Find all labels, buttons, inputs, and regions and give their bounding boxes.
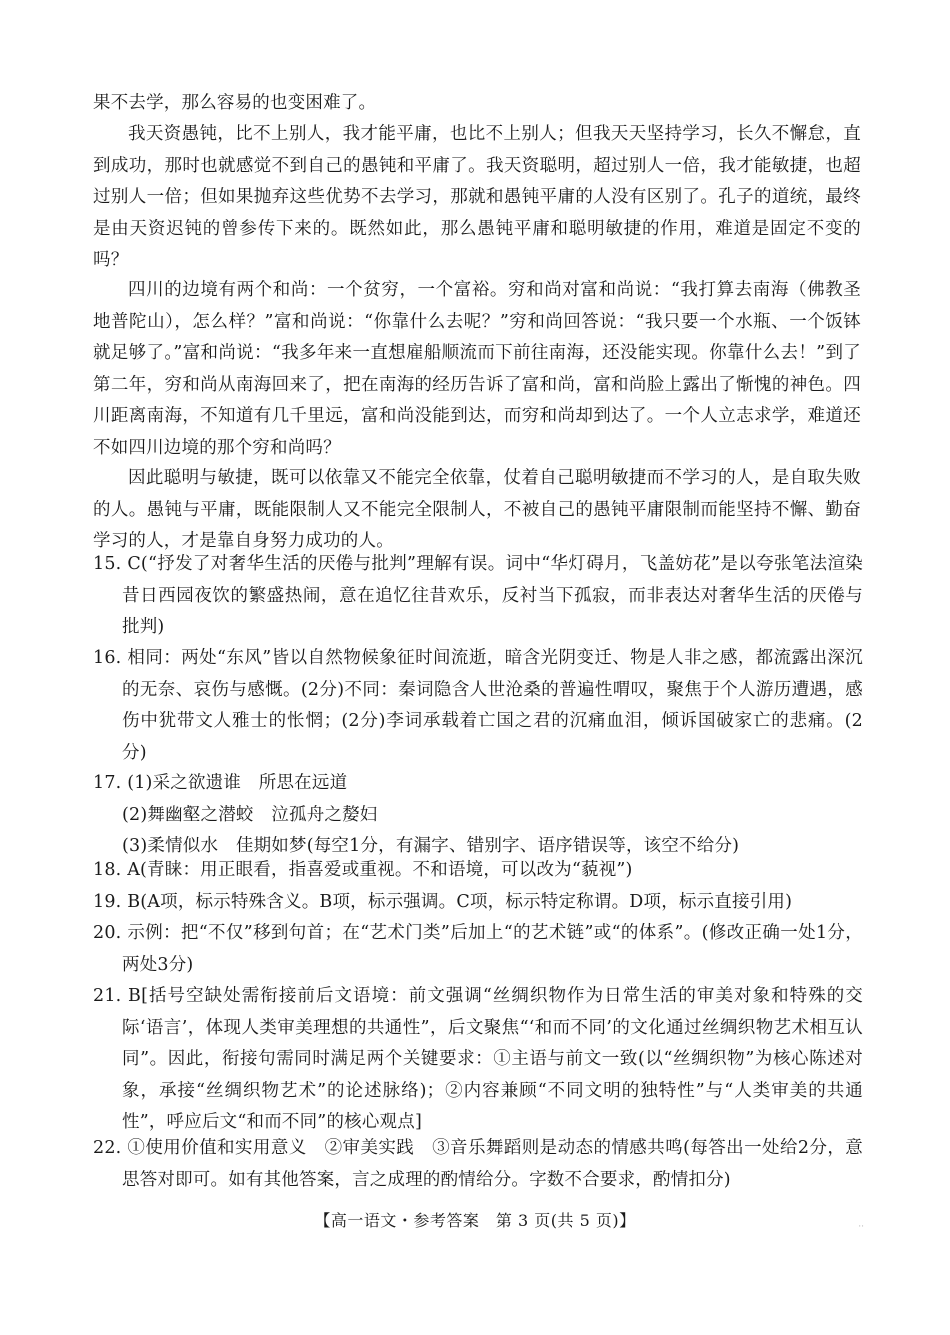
- passage-paragraph-1: 我天资愚钝，比不上别人，我才能平庸，也比不上别人；但我天天坚持学习，长久不懈怠，直到成功，那时也就感觉不到自己的愚钝和平庸了。我天资聪明，超过别人一倍，我才能敏捷，也超过别人一倍；但如果抛弃这些优势不去学习，那就和愚钝平庸的人没有区别了。孔子的道统，最终是由天资迟钝的曾参传下来的。既然如此，那么愚钝平庸和聪明敏捷的作用，难道是固定不变的吗？: [93, 124, 861, 270]
- passage-paragraph-0: 果不去学，那么容易的也变困难了。: [93, 93, 377, 113]
- passage-paragraph-3: 因此聪明与敏捷，既可以依靠又不能完全依靠，仗着自己聪明敏捷而不学习的人，是自取失败的人。愚钝与平庸，既能限制人又不能完全限制人，不被自己的愚钝平庸限制而能坚持不懈、勤奋学习的人，才是靠自身努力成功的人。: [93, 468, 861, 551]
- answer-20: 20. 示例：把“不仅”移到句首；在“艺术门类”后加上“的艺术链”或“的体系”。(修改正确一处1分，两处3分): [93, 923, 863, 975]
- answer-15: 15. C(“抒发了对奢华生活的厌倦与批判”理解有误。词中“华灯碍月，飞盖妨花”是以夸张笔法渲染昔日西园夜饮的繁盛热闹，意在追忆往昔欢乐，反衬当下孤寂，而非表达对奢华生活的厌倦与批判): [93, 554, 863, 637]
- answer-21: 21. B[括号空缺处需衔接前后文语境：前文强调“丝绸织物作为日常生活的审美对象和特殊的交际‘语言’，体现人类审美理想的共通性”，后文聚焦“‘和而不同’的文化通过丝绸织物艺术相互认同”。因此，衔接句需同时满足两个关键要求：①主语与前文一致(以“丝绸织物”为核心陈述对象，承接“丝绸织物艺术”的论述脉络)；②内容兼顾“不同文明的独特性”与“人类审美的共通性”，呼应后文“和而不同”的核心观点]: [93, 986, 863, 1132]
- passage-paragraph-2: 四川的边境有两个和尚：一个贫穷，一个富裕。穷和尚对富和尚说：“我打算去南海（佛教圣地普陀山），怎么样？”富和尚说：“你靠什么去呢？”穷和尚回答说：“我只要一个水瓶、一个饭钵就足够了。”富和尚说：“我多年来一直想雇船顺流而下前往南海，还没能实现。你靠什么去！”到了第二年，穷和尚从南海回来了，把在南海的经历告诉了富和尚，富和尚脸上露出了惭愧的神色。四川距离南海，不知道有几千里远，富和尚没能到达，而穷和尚却到达了。一个人立志求学，难道还不如四川边境的那个穷和尚吗？: [93, 280, 861, 458]
- answer-17-part-3: (3)柔情似水 佳期如梦(每空1分，有漏字、错别字、语序错误等，该空不给分): [122, 836, 740, 856]
- answer-18: 18. A(青睐：用正眼看，指喜爱或重视。不和语境，可以改为“藐视”): [93, 860, 633, 880]
- answer-17-part-1: 17. (1)采之欲遗谁 所思在远道: [93, 773, 348, 793]
- page-footer: 【高一语文・参考答案 第 3 页(共 5 页)】: [314, 1211, 636, 1230]
- answer-22: 22. ①使用价值和实用意义 ②审美实践 ③音乐舞蹈则是动态的情感共鸣(每答出一处给2分，意思答对即可。如有其他答案，言之成理的酌情给分。字数不合要求，酌情扣分): [93, 1138, 863, 1190]
- answer-19: 19. B(A项，标示特殊含义。B项，标示强调。C项，标示特定称谓。D项，标示直接引用): [93, 892, 793, 912]
- answer-16: 16. 相同：两处“东风”皆以自然物候象征时间流逝，暗含光阴变迁、物是人非之感，都流露出深沉的无奈、哀伤与感慨。(2分)不同：秦词隐含人世沧桑的普遍性喟叹，聚焦于个人游历遭遇，感伤中犹带文人雅士的怅惘；(2分)李词承载着亡国之君的沉痛血泪，倾诉国破家亡的悲痛。(2分): [93, 648, 863, 763]
- answer-17: [93, 768, 863, 863]
- page-mark: ··: [858, 1222, 864, 1232]
- answer-17-part-2: (2)舞幽壑之潜蛟 泣孤舟之嫠妇: [122, 804, 378, 825]
